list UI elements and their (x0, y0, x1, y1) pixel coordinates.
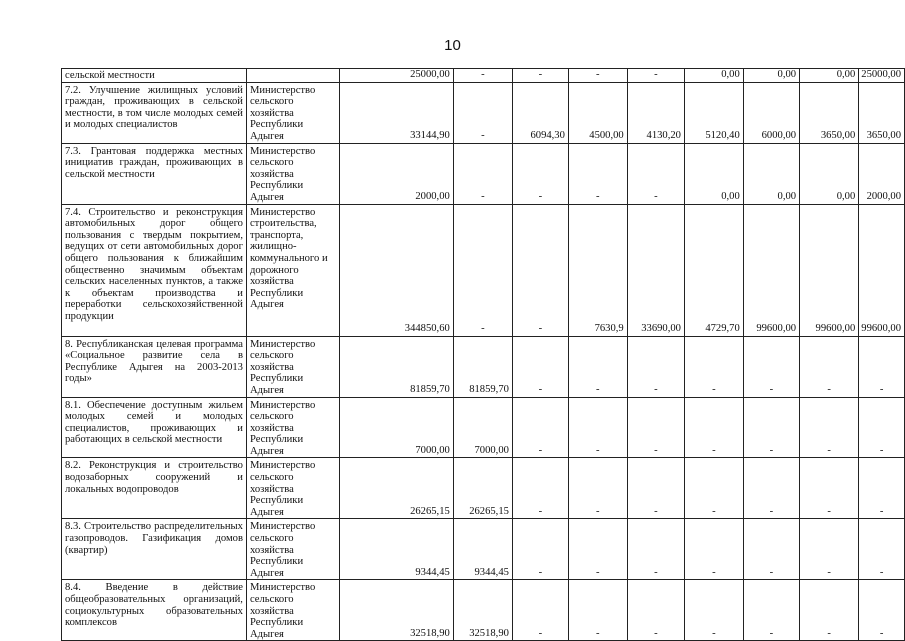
funding-value-cell: 81859,70 (453, 336, 512, 397)
page-number: 10 (444, 37, 461, 54)
funding-value-cell: - (568, 519, 627, 580)
table-row (62, 82, 905, 143)
table-row (62, 519, 905, 580)
funding-value-cell: 4729,70 (684, 204, 743, 336)
funding-value-cell: - (800, 580, 859, 641)
funding-value-cell: - (743, 458, 799, 519)
funding-value-cell: 99600,00 (859, 204, 905, 336)
funding-value-cell: 3650,00 (859, 82, 905, 143)
responsible-executor: Министерство строительства, транспорта, жилищно-коммунального и дорожного хозяйства Республики Адыгея (246, 204, 339, 336)
activity-description: 8.4. Введение в действие общеобразовательных организаций, социокультурных образовательных комплексов (62, 580, 247, 641)
funding-value-cell: - (512, 204, 568, 336)
funding-value-cell: 4130,20 (627, 82, 684, 143)
activity-description: 7.2. Улучшение жилищных условий граждан, проживающих в сельской местности, в том числе молодых семей и молодых специалистов (62, 82, 247, 143)
funding-value-cell: 99600,00 (743, 204, 799, 336)
funding-value-cell: - (859, 336, 905, 397)
funding-value-cell: 2000,00 (339, 143, 453, 204)
funding-value-cell: - (453, 204, 512, 336)
funding-value-cell: - (859, 519, 905, 580)
funding-value-cell: 3650,00 (800, 82, 859, 143)
funding-value-cell: 0,00 (684, 69, 743, 83)
funding-value-cell: - (627, 458, 684, 519)
funding-value-cell: 6094,30 (512, 82, 568, 143)
funding-value-cell: 33690,00 (627, 204, 684, 336)
funding-value-cell: 25000,00 (339, 69, 453, 83)
funding-value-cell: - (627, 336, 684, 397)
funding-value-cell: - (859, 458, 905, 519)
responsible-executor: Министерство сельского хозяйства Республики Адыгея (246, 143, 339, 204)
funding-value-cell: - (568, 336, 627, 397)
activity-description: 8.2. Реконструкция и строительство водозаборных сооружений и локальных водопроводов (62, 458, 247, 519)
funding-value-cell: - (512, 580, 568, 641)
funding-value-cell: - (859, 397, 905, 458)
responsible-executor: Министерство сельского хозяйства Республики Адыгея (246, 82, 339, 143)
activity-description: сельской местности (62, 69, 247, 83)
funding-value-cell: - (512, 69, 568, 83)
responsible-executor: Министерство сельского хозяйства Республики Адыгея (246, 336, 339, 397)
activity-description: 8. Республиканская целевая программа «Социальное развитие села в Республике Адыгея на 2003-2013 годы» (62, 336, 247, 397)
funding-value-cell: 9344,45 (453, 519, 512, 580)
funding-value-cell: - (453, 143, 512, 204)
funding-value-cell: - (800, 519, 859, 580)
funding-value-cell: 7000,00 (339, 397, 453, 458)
funding-value-cell: - (568, 397, 627, 458)
funding-value-cell: 0,00 (800, 143, 859, 204)
funding-value-cell: - (800, 336, 859, 397)
funding-value-cell: 33144,90 (339, 82, 453, 143)
funding-value-cell: - (568, 143, 627, 204)
funding-value-cell: 7630,9 (568, 204, 627, 336)
funding-value-cell: - (743, 397, 799, 458)
funding-value-cell: - (512, 519, 568, 580)
funding-value-cell: 344850,60 (339, 204, 453, 336)
funding-value-cell: - (684, 397, 743, 458)
funding-value-cell: 6000,00 (743, 82, 799, 143)
funding-value-cell: - (684, 580, 743, 641)
funding-value-cell: - (627, 69, 684, 83)
funding-value-cell: 32518,90 (339, 580, 453, 641)
responsible-executor: Министерство сельского хозяйства Республики Адыгея (246, 397, 339, 458)
funding-value-cell: - (453, 82, 512, 143)
activity-description: 8.1. Обеспечение доступным жильем молодых семей и молодых специалистов, проживающих и работающих в сельской местности (62, 397, 247, 458)
table-row (62, 69, 905, 83)
funding-value-cell: 0,00 (743, 143, 799, 204)
funding-value-cell: 0,00 (800, 69, 859, 83)
funding-value-cell: 7000,00 (453, 397, 512, 458)
funding-value-cell: 0,00 (743, 69, 799, 83)
funding-value-cell: - (859, 580, 905, 641)
funding-value-cell: 9344,45 (339, 519, 453, 580)
funding-value-cell: - (568, 580, 627, 641)
funding-value-cell: - (568, 458, 627, 519)
funding-value-cell: - (512, 336, 568, 397)
funding-value-cell: 25000,00 (859, 69, 905, 83)
funding-value-cell: - (800, 397, 859, 458)
funding-value-cell: 2000,00 (859, 143, 905, 204)
table-row (62, 397, 905, 458)
funding-value-cell: 32518,90 (453, 580, 512, 641)
funding-value-cell: 81859,70 (339, 336, 453, 397)
funding-value-cell: - (684, 458, 743, 519)
funding-value-cell: 5120,40 (684, 82, 743, 143)
funding-value-cell: - (743, 519, 799, 580)
program-funding-table (61, 68, 905, 641)
funding-value-cell: - (800, 458, 859, 519)
table-row (62, 336, 905, 397)
funding-value-cell: 4500,00 (568, 82, 627, 143)
funding-value-cell: - (743, 580, 799, 641)
funding-value-cell: - (627, 143, 684, 204)
funding-value-cell: - (743, 336, 799, 397)
funding-value-cell: - (568, 69, 627, 83)
funding-value-cell: 26265,15 (339, 458, 453, 519)
funding-value-cell: - (627, 397, 684, 458)
table-row (62, 580, 905, 641)
funding-value-cell: 99600,00 (800, 204, 859, 336)
activity-description: 8.3. Строительство распределительных газопроводов. Газификация домов (квартир) (62, 519, 247, 580)
table-row (62, 143, 905, 204)
activity-description: 7.4. Строительство и реконструкция автомобильных дорог общего пользования с твердым покрытием, ведущих от сети автомобильных дорог общего пользования к ближайшим общественно значимым объектам сельских населенных пунктов, а также к объектам производства и переработки сельскохозяйственной продукции (62, 204, 247, 336)
funding-value-cell: - (512, 458, 568, 519)
responsible-executor: Министерство сельского хозяйства Республики Адыгея (246, 519, 339, 580)
table-row (62, 458, 905, 519)
funding-value-cell: 26265,15 (453, 458, 512, 519)
funding-value-cell: - (512, 143, 568, 204)
funding-value-cell: - (512, 397, 568, 458)
funding-value-cell: - (453, 69, 512, 83)
responsible-executor (246, 69, 339, 83)
funding-value-cell: - (684, 519, 743, 580)
responsible-executor: Министерство сельского хозяйства Республики Адыгея (246, 458, 339, 519)
responsible-executor: Министерство сельского хозяйства Республики Адыгея (246, 580, 339, 641)
funding-value-cell: - (684, 336, 743, 397)
funding-value-cell: - (627, 519, 684, 580)
table-row (62, 204, 905, 336)
activity-description: 7.3. Грантовая поддержка местных инициатив граждан, проживающих в сельской местности (62, 143, 247, 204)
funding-value-cell: - (627, 580, 684, 641)
funding-value-cell: 0,00 (684, 143, 743, 204)
